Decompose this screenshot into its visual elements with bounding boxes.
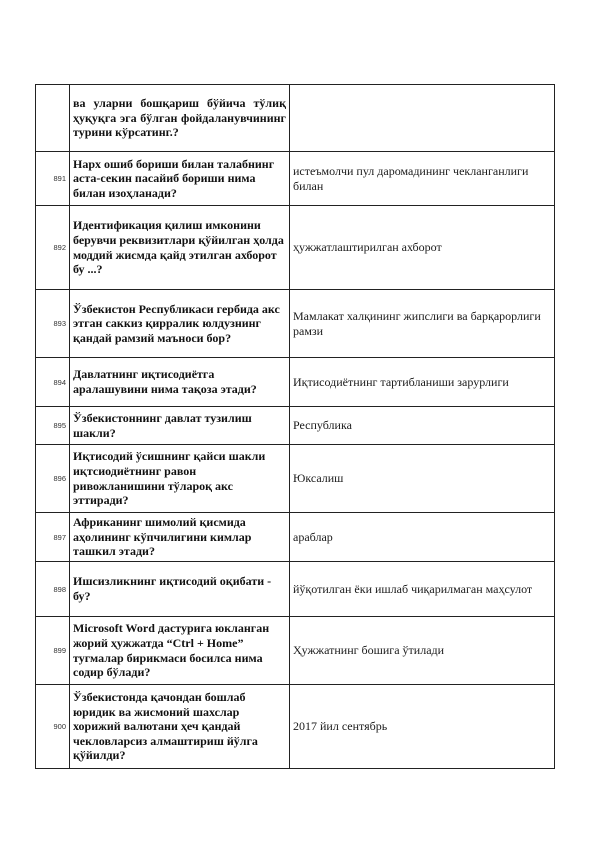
table-row [36, 290, 555, 358]
question-cell: Давлатнинг иқтисодиётга аралашувини нима тақоза этади? [70, 358, 290, 407]
question-cell: Нарх ошиб бориши билан талабнинг аста-секин пасайиб бориши нима билан изоҳланади? [70, 152, 290, 206]
question-cell: Ўзбекистонда қачондан бошлаб юридик ва жисмоний шахслар хорижий валютани ҳеч қандай чекловларсиз алмаштириш йўлга қўйилди? [70, 685, 290, 769]
row-number [36, 85, 70, 152]
question-cell: Microsoft Word дастурига юкланган жорий ҳужжатда “Ctrl + Home” тугмалар бирикмаси босилса нима содир бўлади? [70, 617, 290, 685]
answer-cell: йўқотилган ёки ишлаб чиқарилмаган маҳсулот [290, 562, 555, 617]
table-row [36, 617, 555, 685]
row-number: 894 [36, 358, 70, 407]
answer-cell: ҳужжатлаштирилган ахборот [290, 206, 555, 290]
table-row [36, 407, 555, 445]
table-row [36, 562, 555, 617]
row-number: 895 [36, 407, 70, 445]
questions-table [35, 84, 555, 769]
row-number: 897 [36, 513, 70, 562]
question-cell: Африканинг шимолий қисмида аҳолининг кўпчилигини кимлар ташкил этади? [70, 513, 290, 562]
table-row [36, 358, 555, 407]
question-cell: Ўзбекистоннинг давлат тузилиш шакли? [70, 407, 290, 445]
row-number: 900 [36, 685, 70, 769]
question-cell: ва уларни бошқариш бўйича тўлиқ ҳуқуқга эга бўлган фойдаланувчининг турини кўрсатинг.? [70, 85, 290, 152]
answer-cell: 2017 йил сентябрь [290, 685, 555, 769]
table-row [36, 445, 555, 513]
row-number: 893 [36, 290, 70, 358]
table-row [36, 152, 555, 206]
answer-cell: араблар [290, 513, 555, 562]
row-number: 899 [36, 617, 70, 685]
question-cell: Иқтисодий ўсишнинг қайси шакли иқтсиодиётнинг равон ривожланишини тўлароқ акс эттиради? [70, 445, 290, 513]
table-row [36, 206, 555, 290]
answer-cell [290, 85, 555, 152]
row-number: 891 [36, 152, 70, 206]
table-row [36, 85, 555, 152]
row-number: 896 [36, 445, 70, 513]
question-cell: Идентификация қилиш имконини берувчи реквизитлари қўйилган ҳолда моддий жисмда қайд этилган ахборот бу ...? [70, 206, 290, 290]
answer-cell: Республика [290, 407, 555, 445]
answer-cell: истеъмолчи пул даромадининг чекланганлиги билан [290, 152, 555, 206]
table-row [36, 513, 555, 562]
row-number: 898 [36, 562, 70, 617]
question-cell: Ишсизликнинг иқтисодий оқибати - бу? [70, 562, 290, 617]
answer-cell: Мамлакат халқининг жипслиги ва барқарорлиги рамзи [290, 290, 555, 358]
question-cell: Ўзбекистон Республикаси гербида акс этган саккиз қирралик юлдузнинг қандай рамзий маъноси бор? [70, 290, 290, 358]
answer-cell: Иқтисодиётнинг тартибланиши зарурлиги [290, 358, 555, 407]
answer-cell: Ҳужжатнинг бошига ўтилади [290, 617, 555, 685]
answer-cell: Юксалиш [290, 445, 555, 513]
table-row [36, 685, 555, 769]
row-number: 892 [36, 206, 70, 290]
